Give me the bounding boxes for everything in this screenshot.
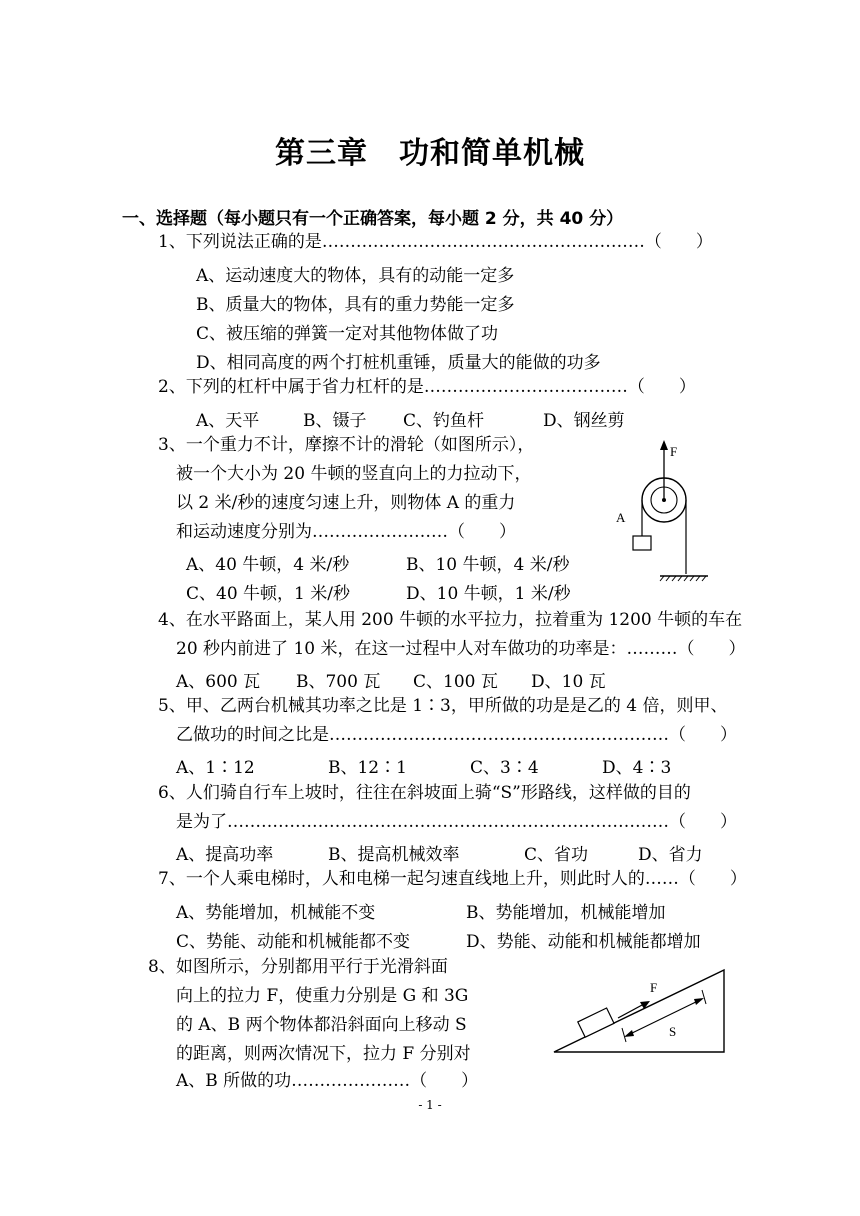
pulley-object-label: A — [616, 510, 626, 525]
q7-stem: 7、一个人乘电梯时，人和电梯一起匀速直线地上升，则此时人的……（ ） — [158, 869, 747, 889]
q2-option-a: A、天平 — [196, 411, 260, 431]
q7-option-c: C、势能、动能和机械能都不变 — [176, 932, 411, 952]
q6-option-c: C、省功 — [524, 845, 589, 865]
page-title: 第三章 功和简单机械 — [275, 136, 585, 171]
q6-option-d: D、省力 — [638, 845, 703, 865]
q3-line-1: 3、一个重力不计，摩擦不计的滑轮（如图所示）， — [158, 435, 535, 455]
q4-option-c: C、100 瓦 — [413, 672, 498, 692]
q6-line-2: 是为了……………………………………………………………………（ ） — [176, 812, 737, 832]
q3-line-3: 以 2 米/秒的速度匀速上升，则物体 A 的重力 — [176, 493, 516, 513]
q1-option-a: A、运动速度大的物体，具有的动能一定多 — [196, 266, 515, 286]
q8-line-5: A、B 所做的功…………………（ ） — [176, 1071, 479, 1091]
q6-line-1: 6、人们骑自行车上坡时，往往在斜坡面上骑“S”形路线，这样做的目的 — [158, 783, 691, 803]
q3-option-d: D、10 牛顿，1 米/秒 — [406, 584, 571, 604]
q7-option-d: D、势能、动能和机械能都增加 — [466, 932, 701, 952]
q4-option-b: B、700 瓦 — [296, 672, 381, 692]
q4-option-d: D、10 瓦 — [531, 672, 606, 692]
q3-option-a: A、40 牛顿，4 米/秒 — [186, 555, 350, 575]
q4-line-1: 4、在水平路面上，某人用 200 牛顿的水平拉力，拉着重为 1200 牛顿的车在 — [158, 610, 743, 630]
section-heading: 一、选择题（每小题只有一个正确答案，每小题 2 分，共 40 分） — [122, 209, 624, 229]
q6-option-a: A、提高功率 — [176, 845, 274, 865]
q8-line-1: 8、如图所示，分别都用平行于光滑斜面 — [148, 957, 448, 977]
incline-force-label: F — [650, 980, 658, 995]
q5-line-2: 乙做功的时间之比是……………………………………………………（ ） — [176, 725, 737, 745]
q8-line-2: 向上的拉力 F，使重力分别是 G 和 3G — [176, 986, 469, 1006]
q1-option-d: D、相同高度的两个打桩机重锤，质量大的能做的功多 — [196, 353, 601, 373]
q4-line-2: 20 秒内前进了 10 米，在这一过程中人对车做功的功率是：………（ ） — [176, 639, 746, 659]
q1-stem: 1、下列说法正确的是…………………………………………………（ ） — [158, 232, 713, 252]
q6-option-b: B、提高机械效率 — [328, 845, 460, 865]
object-a-block — [633, 536, 651, 550]
q1-option-b: B、质量大的物体，具有的重力势能一定多 — [196, 295, 515, 315]
q5-option-d: D、4∶3 — [602, 758, 672, 778]
q8-line-3: 的 A、B 两个物体都沿斜面向上移动 S — [176, 1015, 467, 1035]
q8-line-4: 的距离，则两次情况下，拉力 F 分别对 — [176, 1044, 471, 1064]
q3-line-4: 和运动速度分别为……………………（ ） — [176, 522, 516, 542]
q3-option-c: C、40 牛顿，1 米/秒 — [186, 584, 350, 604]
q5-option-b: B、12∶1 — [328, 758, 407, 778]
page-number: - 1 - — [418, 1098, 442, 1112]
incline-block — [578, 1008, 614, 1037]
q5-option-a: A、1∶12 — [176, 758, 255, 778]
q4-option-a: A、600 瓦 — [176, 672, 261, 692]
incline-figure — [552, 966, 732, 1058]
q3-option-b: B、10 牛顿，4 米/秒 — [406, 555, 570, 575]
q5-line-1: 5、甲、乙两台机械其功率之比是 1∶3，甲所做的功是是乙的 4 倍，则甲、 — [158, 696, 728, 716]
q2-stem: 2、下列的杠杆中属于省力杠杆的是………………………………（ ） — [158, 377, 696, 397]
q5-option-c: C、3∶4 — [470, 758, 539, 778]
pulley-force-label: F — [670, 444, 678, 459]
q7-option-b: B、势能增加，机械能增加 — [466, 903, 666, 923]
pulley-figure — [612, 436, 712, 582]
q2-option-d: D、钢丝剪 — [543, 411, 625, 431]
q7-option-a: A、势能增加，机械能不变 — [176, 903, 376, 923]
q1-option-c: C、被压缩的弹簧一定对其他物体做了功 — [196, 324, 499, 344]
q2-option-b: B、镊子 — [303, 411, 367, 431]
q3-line-2: 被一个大小为 20 牛顿的竖直向上的力拉动下， — [176, 464, 532, 484]
q2-option-c: C、钓鱼杆 — [403, 411, 485, 431]
incline-distance-label: S — [669, 1024, 677, 1039]
